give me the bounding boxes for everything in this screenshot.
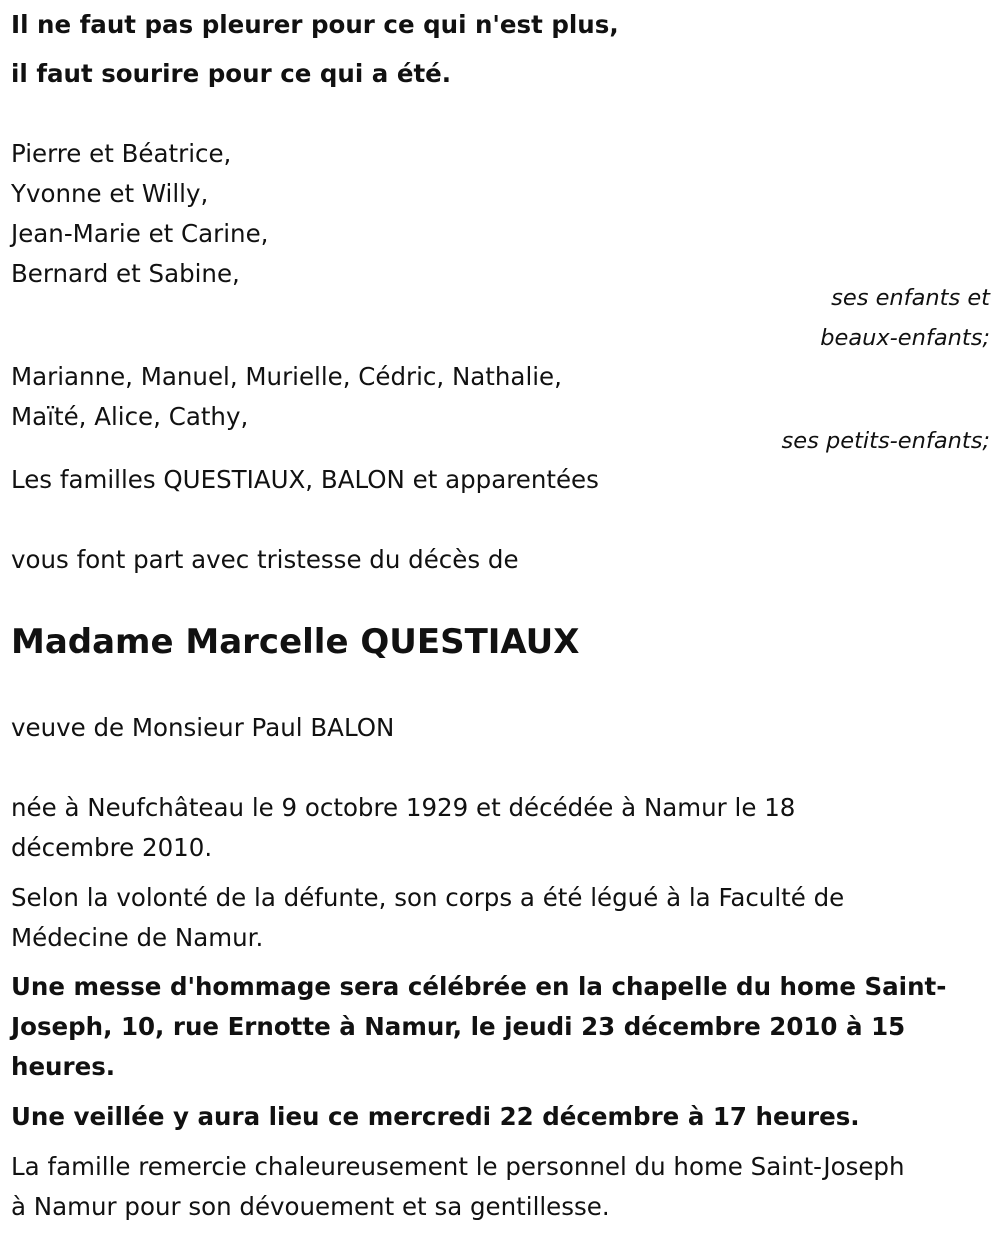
child-couple-1: Pierre et Béatrice, — [11, 139, 232, 168]
grandchildren-role: ses petits-enfants; — [781, 428, 990, 454]
thanks-line-1: La famille remercie chaleureusement le personnel du home Saint-Joseph — [11, 1152, 905, 1181]
families-line: Les familles QUESTIAUX, BALON et apparentées — [11, 465, 599, 494]
vigil-line: Une veillée y aura lieu ce mercredi 22 décembre à 17 heures. — [11, 1102, 860, 1131]
child-couple-4: Bernard et Sabine, — [11, 259, 240, 288]
thanks-line-2: à Namur pour son dévouement et sa gentillesse. — [11, 1192, 610, 1221]
body-donation-line-1: Selon la volonté de la défunte, son corps a été légué à la Faculté de — [11, 883, 845, 912]
quote-line-1: Il ne faut pas pleurer pour ce qui n'est plus, — [11, 10, 619, 39]
mass-line-1: Une messe d'hommage sera célébrée en la chapelle du home Saint- — [11, 972, 947, 1001]
children-role-line-2: beaux-enfants; — [820, 325, 990, 351]
widow-of-line: veuve de Monsieur Paul BALON — [11, 713, 395, 742]
child-couple-3: Jean-Marie et Carine, — [11, 219, 269, 248]
child-couple-2: Yvonne et Willy, — [11, 179, 209, 208]
grandchildren-line-2: Maïté, Alice, Cathy, — [11, 402, 249, 431]
children-role-line-1: ses enfants et — [831, 285, 990, 311]
birth-death-line-1: née à Neufchâteau le 9 octobre 1929 et décédée à Namur le 18 — [11, 793, 796, 822]
mass-line-2: Joseph, 10, rue Ernotte à Namur, le jeudi 23 décembre 2010 à 15 — [11, 1012, 906, 1041]
grandchildren-line-1: Marianne, Manuel, Murielle, Cédric, Nathalie, — [11, 362, 562, 391]
mass-line-3: heures. — [11, 1052, 116, 1081]
deceased-name: Madame Marcelle QUESTIAUX — [11, 622, 580, 662]
quote-line-2: il faut sourire pour ce qui a été. — [11, 59, 452, 88]
body-donation-line-2: Médecine de Namur. — [11, 923, 264, 952]
announcement-line: vous font part avec tristesse du décès de — [11, 545, 519, 574]
birth-death-line-2: décembre 2010. — [11, 833, 213, 862]
